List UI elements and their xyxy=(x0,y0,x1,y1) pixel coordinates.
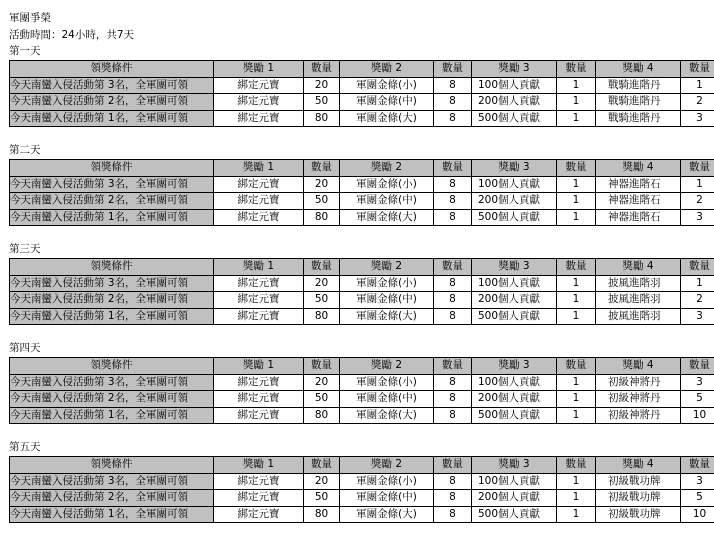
qty1-cell: 80 xyxy=(304,308,340,325)
qty1-cell: 20 xyxy=(304,176,340,193)
reward4-cell: 初級戰功牌 xyxy=(596,473,681,490)
qty3-cell: 1 xyxy=(557,275,596,292)
reward2-cell: 軍團金條(小) xyxy=(340,275,434,292)
qty1-cell: 20 xyxy=(304,77,340,94)
header-qty2: 數量 xyxy=(434,358,472,375)
header-condition: 領獎條件 xyxy=(10,61,214,78)
qty1-cell: 20 xyxy=(304,275,340,292)
reward2-cell: 軍團金條(中) xyxy=(340,490,434,507)
qty3-cell: 1 xyxy=(557,292,596,309)
reward2-cell: 軍團金條(小) xyxy=(340,374,434,391)
header-qty4: 數量 xyxy=(681,358,714,375)
day-section xyxy=(9,424,710,523)
reward3-cell: 200個人貢獻 xyxy=(472,391,557,408)
qty2-cell: 8 xyxy=(434,506,472,523)
header-reward3: 獎勵 3 xyxy=(472,259,557,276)
table-row xyxy=(10,209,714,226)
qty4-cell: 1 xyxy=(681,77,714,94)
reward1-cell: 綁定元寶 xyxy=(214,275,304,292)
qty4-cell: 2 xyxy=(681,193,714,210)
header-qty1: 數量 xyxy=(304,358,340,375)
header-reward3: 獎勵 3 xyxy=(472,358,557,375)
reward1-cell: 綁定元寶 xyxy=(214,176,304,193)
section-gap xyxy=(9,424,707,439)
qty2-cell: 8 xyxy=(434,77,472,94)
qty2-cell: 8 xyxy=(434,193,472,210)
reward3-cell: 500個人貢獻 xyxy=(472,308,557,325)
header-qty4: 數量 xyxy=(681,259,714,276)
day-title: 第二天 xyxy=(9,144,41,156)
header-qty1: 數量 xyxy=(304,457,340,474)
qty3-cell: 1 xyxy=(557,193,596,210)
header-qty4: 數量 xyxy=(681,61,714,78)
header-qty4: 數量 xyxy=(681,457,714,474)
qty2-cell: 8 xyxy=(434,275,472,292)
reward3-cell: 200個人貢獻 xyxy=(472,94,557,111)
qty2-cell: 8 xyxy=(434,391,472,408)
condition-cell: 今天南蠻入侵活動第 1名，全軍團可領 xyxy=(10,506,214,523)
condition-cell: 今天南蠻入侵活動第 2名，全軍團可領 xyxy=(10,292,214,309)
table-header-row xyxy=(10,358,714,375)
reward1-cell: 綁定元寶 xyxy=(214,506,304,523)
qty3-cell: 1 xyxy=(557,391,596,408)
header-qty3: 數量 xyxy=(557,160,596,177)
header-reward2: 獎勵 2 xyxy=(340,259,434,276)
reward2-cell: 軍團金條(小) xyxy=(340,77,434,94)
reward3-cell: 500個人貢獻 xyxy=(472,506,557,523)
table-header-row xyxy=(10,259,714,276)
reward4-cell: 披風進階羽 xyxy=(596,308,681,325)
qty2-cell: 8 xyxy=(434,94,472,111)
table-header-row xyxy=(10,61,714,78)
header-qty3: 數量 xyxy=(557,259,596,276)
section-gap xyxy=(9,226,707,241)
reward1-cell: 綁定元寶 xyxy=(214,374,304,391)
reward4-cell: 披風進階羽 xyxy=(596,275,681,292)
header-reward4: 獎勵 4 xyxy=(596,457,681,474)
condition-cell: 今天南蠻入侵活動第 1名，全軍團可領 xyxy=(10,308,214,325)
qty2-cell: 8 xyxy=(434,292,472,309)
condition-cell: 今天南蠻入侵活動第 1名，全軍團可領 xyxy=(10,209,214,226)
qty1-cell: 20 xyxy=(304,473,340,490)
header-reward2: 獎勵 2 xyxy=(340,457,434,474)
qty4-cell: 2 xyxy=(681,292,714,309)
table-row xyxy=(10,77,714,94)
reward1-cell: 綁定元寶 xyxy=(214,77,304,94)
qty1-cell: 50 xyxy=(304,292,340,309)
reward4-cell: 戰騎進階丹 xyxy=(596,94,681,111)
reward1-cell: 綁定元寶 xyxy=(214,292,304,309)
table-header-row xyxy=(10,457,714,474)
reward1-cell: 綁定元寶 xyxy=(214,490,304,507)
condition-cell: 今天南蠻入侵活動第 1名，全軍團可領 xyxy=(10,110,214,127)
reward1-cell: 綁定元寶 xyxy=(214,209,304,226)
qty4-cell: 3 xyxy=(681,308,714,325)
header-reward1: 獎勵 1 xyxy=(214,358,304,375)
header-reward3: 獎勵 3 xyxy=(472,61,557,78)
reward4-cell: 神器進階石 xyxy=(596,209,681,226)
condition-cell: 今天南蠻入侵活動第 3名，全軍團可領 xyxy=(10,176,214,193)
page-title: 軍團爭榮 xyxy=(9,12,51,24)
qty1-cell: 20 xyxy=(304,374,340,391)
reward-table xyxy=(9,159,714,226)
section-gap xyxy=(9,127,707,142)
day-section xyxy=(9,226,710,325)
header-reward1: 獎勵 1 xyxy=(214,259,304,276)
day-section xyxy=(9,43,710,127)
qty4-cell: 3 xyxy=(681,374,714,391)
header-reward1: 獎勵 1 xyxy=(214,457,304,474)
table-row xyxy=(10,193,714,210)
reward3-cell: 500個人貢獻 xyxy=(472,110,557,127)
table-row xyxy=(10,292,714,309)
reward3-cell: 100個人貢獻 xyxy=(472,473,557,490)
header-qty2: 數量 xyxy=(434,259,472,276)
qty4-cell: 1 xyxy=(681,176,714,193)
reward2-cell: 軍團金條(大) xyxy=(340,110,434,127)
reward3-cell: 200個人貢獻 xyxy=(472,292,557,309)
qty4-cell: 3 xyxy=(681,473,714,490)
condition-cell: 今天南蠻入侵活動第 2名，全軍團可領 xyxy=(10,391,214,408)
header-condition: 領獎條件 xyxy=(10,160,214,177)
header-qty4: 數量 xyxy=(681,160,714,177)
day-section xyxy=(9,325,710,424)
day-title: 第一天 xyxy=(9,45,41,57)
qty2-cell: 8 xyxy=(434,473,472,490)
day-title: 第三天 xyxy=(9,243,41,255)
table-row xyxy=(10,391,714,408)
table-row xyxy=(10,374,714,391)
header-reward4: 獎勵 4 xyxy=(596,259,681,276)
condition-cell: 今天南蠻入侵活動第 2名，全軍團可領 xyxy=(10,94,214,111)
condition-cell: 今天南蠻入侵活動第 3名，全軍團可領 xyxy=(10,77,214,94)
qty4-cell: 1 xyxy=(681,275,714,292)
table-row xyxy=(10,110,714,127)
qty1-cell: 50 xyxy=(304,490,340,507)
header-condition: 領獎條件 xyxy=(10,358,214,375)
qty2-cell: 8 xyxy=(434,407,472,424)
header-qty1: 數量 xyxy=(304,259,340,276)
qty4-cell: 10 xyxy=(681,407,714,424)
header-qty2: 數量 xyxy=(434,61,472,78)
header-reward2: 獎勵 2 xyxy=(340,358,434,375)
qty3-cell: 1 xyxy=(557,490,596,507)
reward2-cell: 軍團金條(大) xyxy=(340,506,434,523)
header-reward2: 獎勵 2 xyxy=(340,61,434,78)
qty1-cell: 50 xyxy=(304,193,340,210)
table-row xyxy=(10,407,714,424)
reward3-cell: 500個人貢獻 xyxy=(472,407,557,424)
reward1-cell: 綁定元寶 xyxy=(214,110,304,127)
condition-cell: 今天南蠻入侵活動第 2名，全軍團可領 xyxy=(10,490,214,507)
reward-table xyxy=(9,60,714,127)
reward1-cell: 綁定元寶 xyxy=(214,391,304,408)
reward-table xyxy=(9,456,714,523)
reward4-cell: 初級神將丹 xyxy=(596,374,681,391)
table-row xyxy=(10,94,714,111)
qty3-cell: 1 xyxy=(557,209,596,226)
qty3-cell: 1 xyxy=(557,176,596,193)
reward2-cell: 軍團金條(大) xyxy=(340,308,434,325)
qty3-cell: 1 xyxy=(557,374,596,391)
qty3-cell: 1 xyxy=(557,94,596,111)
qty1-cell: 50 xyxy=(304,94,340,111)
day-title: 第五天 xyxy=(9,441,41,453)
qty2-cell: 8 xyxy=(434,110,472,127)
reward3-cell: 500個人貢獻 xyxy=(472,209,557,226)
qty3-cell: 1 xyxy=(557,77,596,94)
reward2-cell: 軍團金條(中) xyxy=(340,193,434,210)
reward3-cell: 100個人貢獻 xyxy=(472,374,557,391)
reward3-cell: 100個人貢獻 xyxy=(472,275,557,292)
reward3-cell: 200個人貢獻 xyxy=(472,193,557,210)
day-sections xyxy=(9,43,710,523)
qty4-cell: 5 xyxy=(681,391,714,408)
qty4-cell: 10 xyxy=(681,506,714,523)
qty4-cell: 2 xyxy=(681,94,714,111)
header-reward1: 獎勵 1 xyxy=(214,61,304,78)
reward4-cell: 初級神將丹 xyxy=(596,391,681,408)
qty1-cell: 80 xyxy=(304,407,340,424)
table-row xyxy=(10,176,714,193)
qty3-cell: 1 xyxy=(557,407,596,424)
reward2-cell: 軍團金條(中) xyxy=(340,94,434,111)
reward-table xyxy=(9,357,714,424)
condition-cell: 今天南蠻入侵活動第 1名，全軍團可領 xyxy=(10,407,214,424)
reward1-cell: 綁定元寶 xyxy=(214,473,304,490)
header-condition: 領獎條件 xyxy=(10,259,214,276)
qty3-cell: 1 xyxy=(557,473,596,490)
condition-cell: 今天南蠻入侵活動第 3名，全軍團可領 xyxy=(10,473,214,490)
qty2-cell: 8 xyxy=(434,308,472,325)
reward2-cell: 軍團金條(中) xyxy=(340,391,434,408)
reward3-cell: 200個人貢獻 xyxy=(472,490,557,507)
qty3-cell: 1 xyxy=(557,506,596,523)
qty3-cell: 1 xyxy=(557,110,596,127)
table-row xyxy=(10,275,714,292)
qty2-cell: 8 xyxy=(434,490,472,507)
reward4-cell: 初級戰功牌 xyxy=(596,506,681,523)
reward4-cell: 披風進階羽 xyxy=(596,292,681,309)
reward-table xyxy=(9,258,714,325)
reward-document xyxy=(9,10,710,523)
header-reward2: 獎勵 2 xyxy=(340,160,434,177)
header-reward1: 獎勵 1 xyxy=(214,160,304,177)
reward2-cell: 軍團金條(大) xyxy=(340,209,434,226)
header-qty3: 數量 xyxy=(557,358,596,375)
qty3-cell: 1 xyxy=(557,308,596,325)
reward4-cell: 神器進階石 xyxy=(596,193,681,210)
qty1-cell: 50 xyxy=(304,391,340,408)
reward1-cell: 綁定元寶 xyxy=(214,407,304,424)
table-header-row xyxy=(10,160,714,177)
reward4-cell: 戰騎進階丹 xyxy=(596,77,681,94)
reward2-cell: 軍團金條(中) xyxy=(340,292,434,309)
reward4-cell: 戰騎進階丹 xyxy=(596,110,681,127)
qty2-cell: 8 xyxy=(434,209,472,226)
reward3-cell: 100個人貢獻 xyxy=(472,77,557,94)
header-reward4: 獎勵 4 xyxy=(596,160,681,177)
condition-cell: 今天南蠻入侵活動第 3名，全軍團可領 xyxy=(10,275,214,292)
reward4-cell: 神器進階石 xyxy=(596,176,681,193)
qty1-cell: 80 xyxy=(304,110,340,127)
condition-cell: 今天南蠻入侵活動第 3名，全軍團可領 xyxy=(10,374,214,391)
qty4-cell: 3 xyxy=(681,209,714,226)
condition-cell: 今天南蠻入侵活動第 2名，全軍團可領 xyxy=(10,193,214,210)
header-reward3: 獎勵 3 xyxy=(472,457,557,474)
header-reward4: 獎勵 4 xyxy=(596,61,681,78)
header-qty3: 數量 xyxy=(557,61,596,78)
reward2-cell: 軍團金條(小) xyxy=(340,176,434,193)
header-qty2: 數量 xyxy=(434,457,472,474)
header-qty1: 數量 xyxy=(304,61,340,78)
qty1-cell: 80 xyxy=(304,506,340,523)
reward2-cell: 軍團金條(小) xyxy=(340,473,434,490)
table-row xyxy=(10,490,714,507)
section-gap xyxy=(9,325,707,340)
reward3-cell: 100個人貢獻 xyxy=(472,176,557,193)
table-row xyxy=(10,506,714,523)
reward1-cell: 綁定元寶 xyxy=(214,94,304,111)
reward4-cell: 初級戰功牌 xyxy=(596,490,681,507)
header-reward4: 獎勵 4 xyxy=(596,358,681,375)
qty2-cell: 8 xyxy=(434,176,472,193)
table-row xyxy=(10,308,714,325)
reward1-cell: 綁定元寶 xyxy=(214,193,304,210)
qty4-cell: 5 xyxy=(681,490,714,507)
reward1-cell: 綁定元寶 xyxy=(214,308,304,325)
day-section xyxy=(9,127,710,226)
reward2-cell: 軍團金條(大) xyxy=(340,407,434,424)
header-qty2: 數量 xyxy=(434,160,472,177)
header-qty3: 數量 xyxy=(557,457,596,474)
activity-time: 活動時間：24小時，共7天 xyxy=(9,28,135,41)
day-title: 第四天 xyxy=(9,342,41,354)
header-condition: 領獎條件 xyxy=(10,457,214,474)
qty2-cell: 8 xyxy=(434,374,472,391)
qty1-cell: 80 xyxy=(304,209,340,226)
qty4-cell: 3 xyxy=(681,110,714,127)
header-qty1: 數量 xyxy=(304,160,340,177)
table-row xyxy=(10,473,714,490)
reward4-cell: 初級神將丹 xyxy=(596,407,681,424)
header-reward3: 獎勵 3 xyxy=(472,160,557,177)
